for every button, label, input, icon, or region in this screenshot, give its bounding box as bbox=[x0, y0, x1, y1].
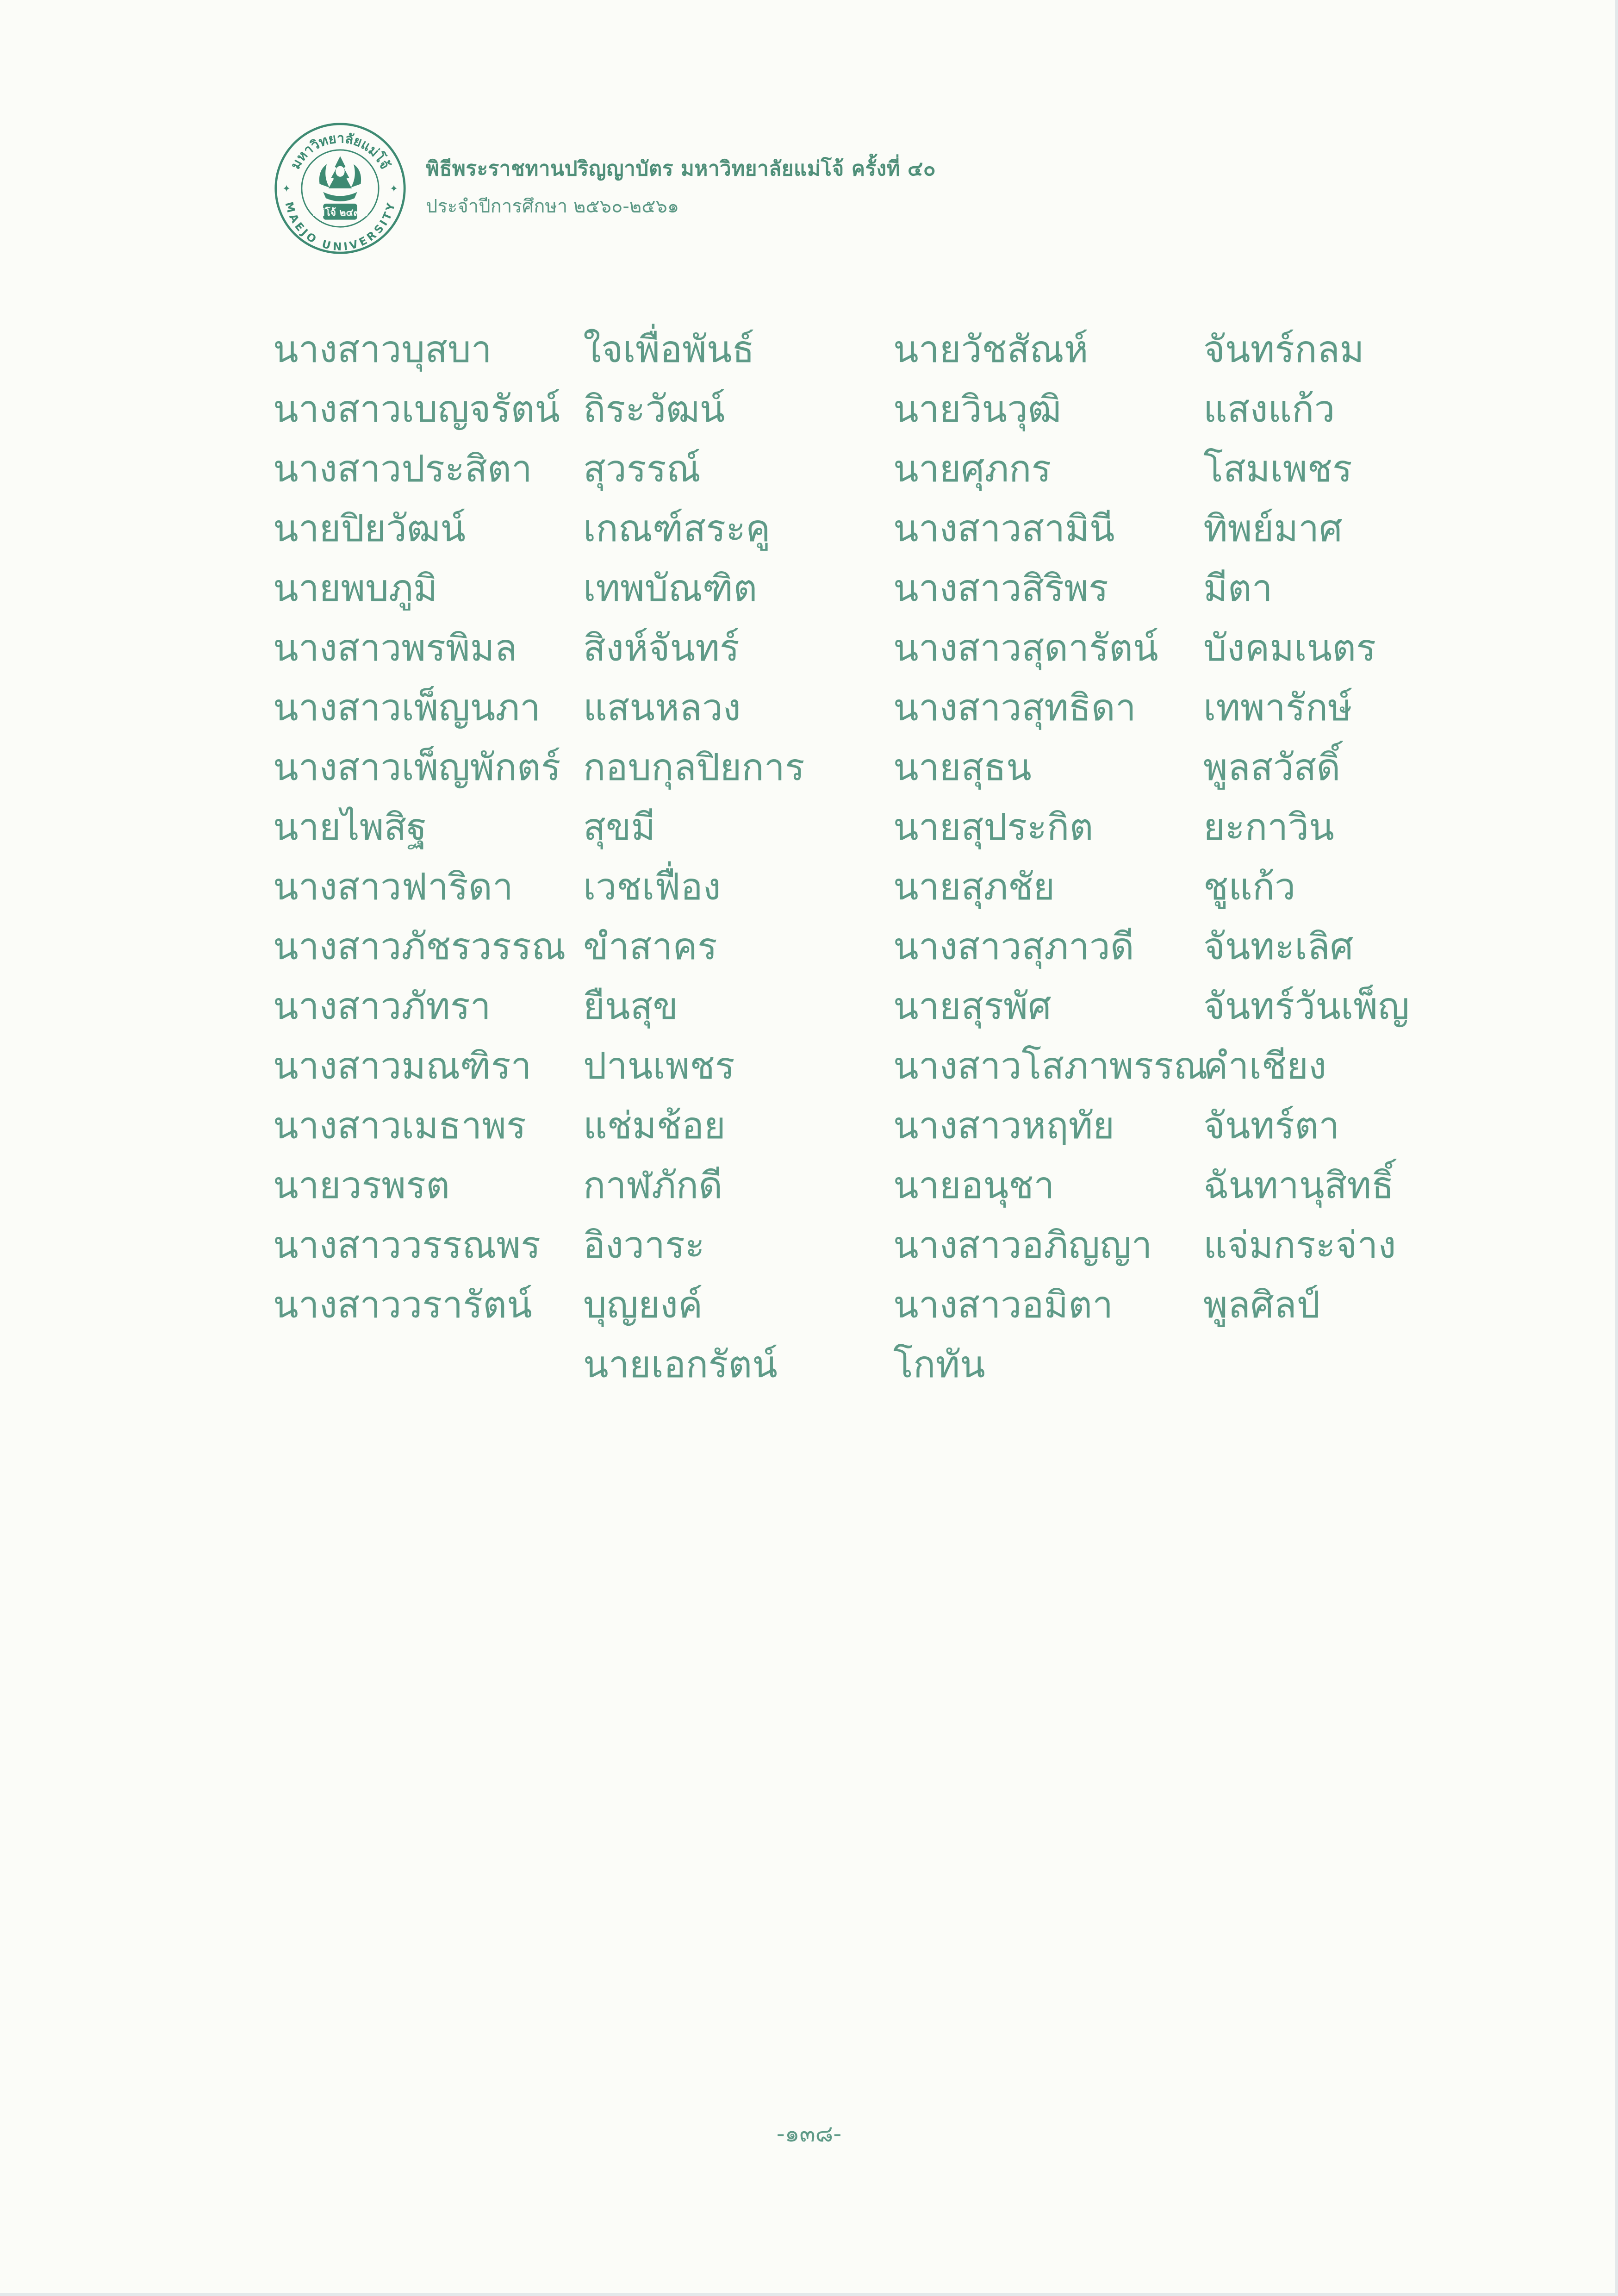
last-name: กาฬภักดี bbox=[583, 1164, 723, 1207]
last-name: จันทะเลิศ bbox=[1203, 925, 1354, 968]
last-name: อิงวาระ bbox=[583, 1223, 705, 1267]
first-name: นางสาวสามินี bbox=[893, 507, 1115, 550]
last-name: แสนหลวง bbox=[583, 686, 741, 729]
last-name: กอบกุลปิยการ bbox=[583, 746, 805, 789]
last-name: เทพารักษ์ bbox=[1203, 686, 1352, 729]
seal-text-bottom: MAEJO UNIVERSITY bbox=[282, 200, 398, 254]
seal-text-center: แม่โจ้ ๒๔๗๗ bbox=[312, 206, 368, 218]
first-name: นางสาววรารัตน์ bbox=[273, 1283, 532, 1326]
last-name: โกทัน bbox=[893, 1343, 985, 1386]
first-name: นางสาวประสิตา bbox=[273, 447, 532, 490]
first-name: นางสาวเพ็ญนภา bbox=[273, 686, 541, 729]
first-name: นางสาวเพ็ญพักตร์ bbox=[273, 746, 561, 789]
university-seal-icon bbox=[273, 121, 407, 256]
last-name: บุญยงค์ bbox=[583, 1283, 703, 1326]
last-name: แช่มช้อย bbox=[583, 1104, 726, 1147]
first-name: นายวินวุฒิ bbox=[893, 387, 1062, 430]
last-name: ยืนสุข bbox=[583, 985, 678, 1028]
first-name: นางสาวเมธาพร bbox=[273, 1104, 526, 1147]
empty-cell bbox=[273, 1335, 583, 1394]
last-name: เทพบัณฑิต bbox=[583, 567, 758, 610]
first-name: นางสาวสุภาวดี bbox=[893, 925, 1134, 968]
first-name: นางสาวมณฑิรา bbox=[273, 1044, 532, 1087]
academic-year: ประจำปีการศึกษา ๒๕๖๐-๒๕๖๑ bbox=[426, 196, 679, 217]
last-name: พูลศิลป์ bbox=[1203, 1283, 1320, 1326]
first-name: นายวรพรต bbox=[273, 1164, 450, 1207]
last-name: จันทร์วันเพ็ญ bbox=[1203, 985, 1410, 1028]
svg-text:✦: ✦ bbox=[282, 183, 291, 195]
last-name: พูลสวัสดิ์ bbox=[1203, 746, 1341, 789]
last-name: จันทร์ตา bbox=[1203, 1104, 1340, 1147]
last-name: ถิระวัฒน์ bbox=[583, 387, 725, 430]
first-name: นายวัชสัณห์ bbox=[893, 328, 1089, 371]
first-name: นางสาวพรพิมล bbox=[273, 626, 517, 669]
first-name: นางสาวหฤทัย bbox=[893, 1104, 1115, 1147]
last-name: ชูแก้ว bbox=[1203, 865, 1296, 908]
first-name: นายสุภชัย bbox=[893, 865, 1055, 908]
last-name: ใจเพื่อพันธ์ bbox=[583, 328, 755, 371]
last-name: สุขมี bbox=[583, 805, 656, 849]
last-name: จันทร์กลม bbox=[1203, 328, 1364, 371]
first-name: นางสาวอภิญญา bbox=[893, 1223, 1152, 1267]
last-name: แสงแก้ว bbox=[1203, 387, 1335, 430]
first-name: นางสาวเบญจรัตน์ bbox=[273, 387, 560, 430]
first-name: นางสาวอมิตา bbox=[893, 1283, 1113, 1326]
last-name: ขำสาคร bbox=[583, 925, 717, 968]
graduate-name-list bbox=[273, 319, 1523, 1394]
last-name: ทิพย์มาศ bbox=[1203, 507, 1343, 550]
first-name: นางสาวโสภาพรรณ bbox=[893, 1044, 1208, 1087]
first-name: นางสาวสุดารัตน์ bbox=[893, 626, 1158, 669]
first-name: นายเอกรัตน์ bbox=[583, 1343, 778, 1386]
header bbox=[273, 121, 936, 256]
first-name: นายปิยวัฒน์ bbox=[273, 507, 466, 550]
last-name: เวชเฟื่อง bbox=[583, 865, 721, 908]
first-name: นายสุประกิต bbox=[893, 805, 1094, 849]
first-name: นายอนุชา bbox=[893, 1164, 1055, 1207]
last-name: ฉันทานุสิทธิ์ bbox=[1203, 1164, 1394, 1207]
first-name: นางสาวสุทธิดา bbox=[893, 686, 1136, 729]
last-name: ยะกาวิน bbox=[1203, 805, 1334, 849]
first-name: นายศุภกร bbox=[893, 447, 1052, 490]
last-name: แจ่มกระจ่าง bbox=[1203, 1223, 1396, 1267]
ceremony-title: พิธีพระราชทานปริญญาบัตร มหาวิทยาลัยแม่โจ้ ครั้งที่ ๔๐ bbox=[426, 157, 936, 181]
seal-text-top: มหาวิทยาลัยแม่โจ้ bbox=[287, 130, 393, 172]
first-name: นางสาวภัชรวรรณ bbox=[273, 925, 566, 968]
last-name: มีตา bbox=[1203, 567, 1273, 610]
empty-cell bbox=[1203, 1335, 1523, 1394]
first-name: นางสาววรรณพร bbox=[273, 1223, 541, 1267]
last-name: โสมเพชร bbox=[1203, 447, 1352, 490]
first-name: นางสาวบุสบา bbox=[273, 328, 492, 371]
first-name: นางสาวภัทรา bbox=[273, 985, 491, 1028]
first-name: นายสุธน bbox=[893, 746, 1032, 789]
page-number: -๑๓๘- bbox=[776, 2120, 842, 2147]
first-name: นางสาวสิริพร bbox=[893, 567, 1108, 610]
first-name: นางสาวฟาริดา bbox=[273, 865, 513, 908]
last-name: บังคมเนตร bbox=[1203, 626, 1376, 669]
last-name: สุวรรณ์ bbox=[583, 447, 701, 490]
last-name: สิงห์จันทร์ bbox=[583, 626, 740, 669]
first-name: นายพบภูมิ bbox=[273, 567, 438, 610]
first-name: นายไพสิฐ bbox=[273, 805, 427, 849]
svg-text:✦: ✦ bbox=[390, 183, 398, 195]
last-name: ปานเพชร bbox=[583, 1044, 735, 1087]
last-name: คำเชียง bbox=[1203, 1044, 1327, 1087]
last-name: เกณฑ์สระคู bbox=[583, 507, 771, 550]
first-name: นายสุรพัศ bbox=[893, 985, 1052, 1028]
